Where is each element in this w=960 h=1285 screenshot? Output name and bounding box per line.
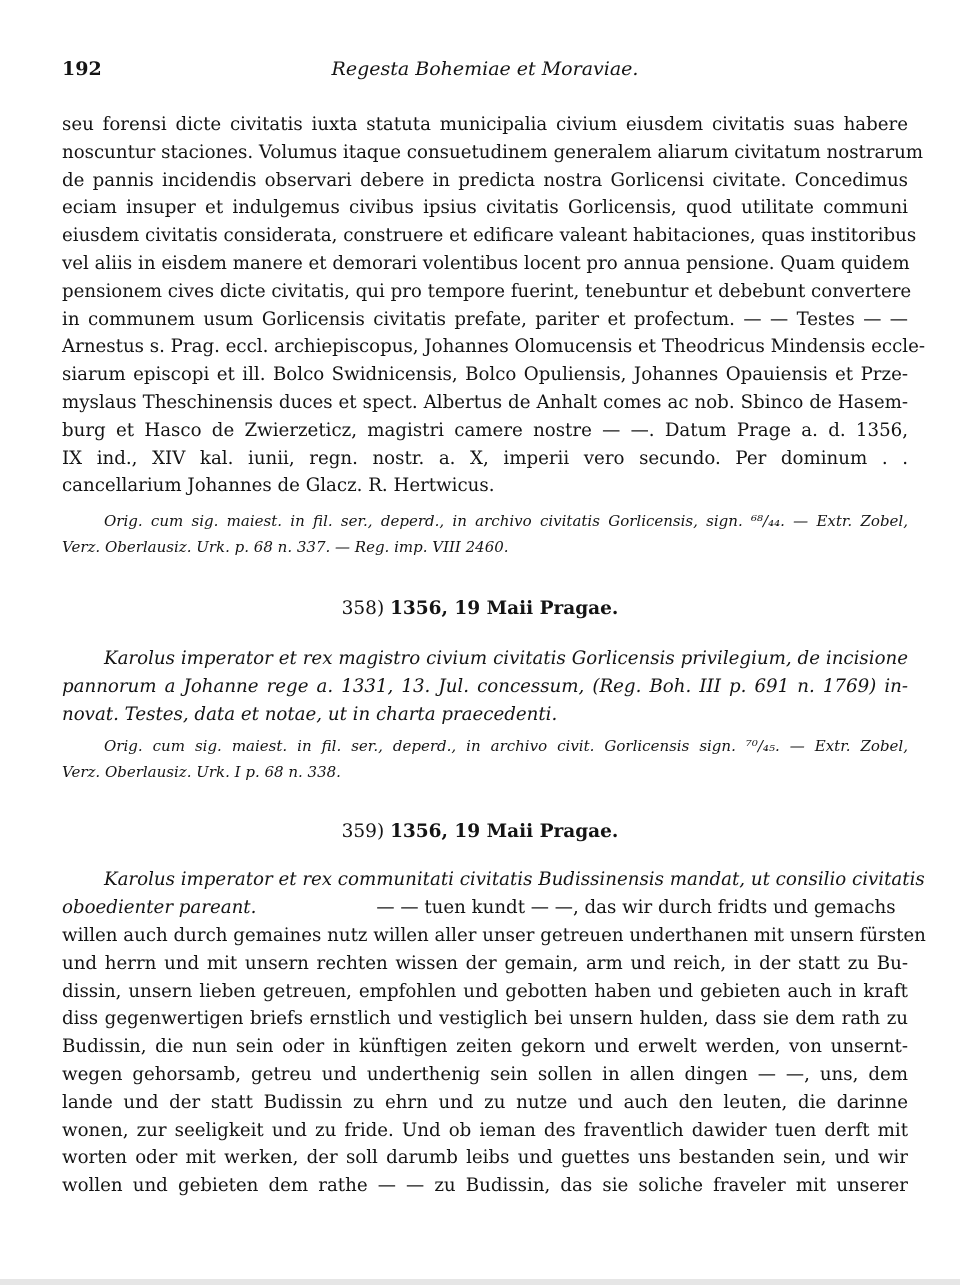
text-line: vel aliis in eisdem manere et demorari volentibus locent pro annua pensione. Quam quidem <box>62 252 910 274</box>
entry-date: 1356, 19 Maii Pragae. <box>390 598 619 619</box>
summary-line: Karolus imperator et rex magistro civium civitatis Gorlicensis privilegium, de incisione <box>104 648 908 669</box>
note-line: Verz. Oberlausiz. Urk. I p. 68 n. 338. <box>62 763 341 781</box>
text-line: Budissin, die nun sein oder in künftigen zeiten gekorn und erwelt werden, von unsernt- <box>62 1036 908 1058</box>
text-line: pensionem cives dicte civitatis, qui pro tempore fuerint, tenebuntur et debebunt convertere <box>62 280 912 302</box>
text-line: diss gegenwertigen briefs ernstlich und vestiglich bei unsern hulden, dass sie dem rath zu <box>62 1008 908 1030</box>
text-line: wollen und gebieten dem rathe — — zu Budissin, das sie soliche fraveler mit unserer <box>62 1175 908 1197</box>
charter-357-source-note <box>62 508 908 560</box>
text-line: seu forensi dicte civitatis iuxta statuta municipalia civium eiusdem civitatis suas habere <box>62 114 908 135</box>
page-bottom-edge <box>0 1279 960 1285</box>
text-line: lande und der statt Budissin zu ehrn und zu nutze und auch den leuten, die darinne <box>62 1091 908 1113</box>
entry-358-summary <box>62 645 908 729</box>
text-line: worten oder mit werken, der soll darumb leibs und guettes uns bestanden sein, und wir <box>62 1147 908 1169</box>
text-line: willen auch durch gemaines nutz willen aller unser getreuen underthanen mit unsern fürsten <box>62 925 926 946</box>
text-line: dissin, unsern lieben getreuen, empfohlen und gebotten haben und gebieten auch in kraft <box>62 980 908 1002</box>
text-line: burg et Hasco de Zwierzeticz, magistri camere nostre — —. Datum Prage a. d. 1356, <box>62 419 908 441</box>
entry-number: 358) <box>341 598 385 619</box>
text-line: IX ind., XIV kal. iunii, regn. nostr. a. X, imperii vero secundo. Per dominum . . <box>62 447 908 469</box>
charter-opening-text: — — tuen kundt — —, das wir durch fridts und gemachs <box>376 897 896 918</box>
entry-358-heading <box>0 598 960 619</box>
summary-italic-part: oboedienter pareant. <box>62 897 257 918</box>
summary-line: Karolus imperator et rex communitati civitatis Budissinensis mandat, ut consilio civitatis <box>104 869 925 890</box>
summary-line: novat. Testes, data et notae, ut in charta praecedenti. <box>62 704 558 725</box>
entry-date: 1356, 19 Maii Pragae. <box>390 821 619 842</box>
entry-359-heading <box>0 821 960 842</box>
summary-line <box>62 894 908 922</box>
charter-359-text <box>62 922 926 1200</box>
page-header <box>62 58 908 88</box>
text-line: eiusdem civitatis considerata, construere et edificare valeant habitaciones, quas institoribus <box>62 225 917 247</box>
entry-number: 359) <box>341 821 385 842</box>
text-line: cancellarium Johannes de Glacz. R. Hertwicus. <box>62 475 495 497</box>
summary-line: pannorum a Johanne rege a. 1331, 13. Jul. concessum, (Reg. Boh. III p. 691 n. 1769) in- <box>62 676 908 697</box>
text-line: und herrn und mit unsern rechten wissen der gemain, arm und reich, in der statt zu Bu- <box>62 952 908 974</box>
text-line: Arnestus s. Prag. eccl. archiepiscopus, Johannes Olomucensis et Theodricus Mindensis eccle- <box>62 336 926 358</box>
running-title: Regesta Bohemiae et Moraviae. <box>331 58 639 80</box>
text-line: siarum episcopi et ill. Bolco Swidnicensis, Bolco Opuliensis, Johannes Opauiensis et Prze- <box>62 364 908 386</box>
text-line: wonen, zur seeligkeit und zu fride. Und ob ieman des fraventlich dawider tuen derft mit <box>62 1119 908 1141</box>
note-line: Verz. Oberlausiz. Urk. p. 68 n. 337. — Reg. imp. VIII 2460. <box>62 538 509 556</box>
text-line: eciam insuper et indulgemus civibus ipsius civitatis Gorlicensis, quod utilitate communi <box>62 197 908 219</box>
charter-357-text <box>62 111 926 500</box>
note-line: Orig. cum sig. maiest. in fil. ser., deperd., in archivo civitatis Gorlicensis, sign. ⁶⁸/₄₄. — Extr. Zobel, <box>104 512 908 530</box>
text-line: noscuntur staciones. Volumus itaque consuetudinem generalem aliarum civitatum nostrarum <box>62 141 924 163</box>
text-line: myslaus Theschinensis duces et spect. Albertus de Anhalt comes ac nob. Sbinco de Hasem- <box>62 391 908 413</box>
page-number: 192 <box>62 58 102 80</box>
note-line: Orig. cum sig. maiest. in fil. ser., deperd., in archivo civit. Gorlicensis sign. ⁷⁰/₄₅. — Extr. Zobel, <box>104 737 908 755</box>
text-line: wegen gehorsamb, getreu und underthenig sein sollen in allen dingen — —, uns, dem <box>62 1063 908 1085</box>
text-line: in communem usum Gorlicensis civitatis prefate, pariter et profectum. — — Testes — — <box>62 308 908 330</box>
text-line: de pannis incidendis observari debere in predicta nostra Gorlicensi civitate. Concedimus <box>62 169 908 191</box>
entry-358-source-note <box>62 733 908 785</box>
entry-359-summary <box>62 866 925 922</box>
